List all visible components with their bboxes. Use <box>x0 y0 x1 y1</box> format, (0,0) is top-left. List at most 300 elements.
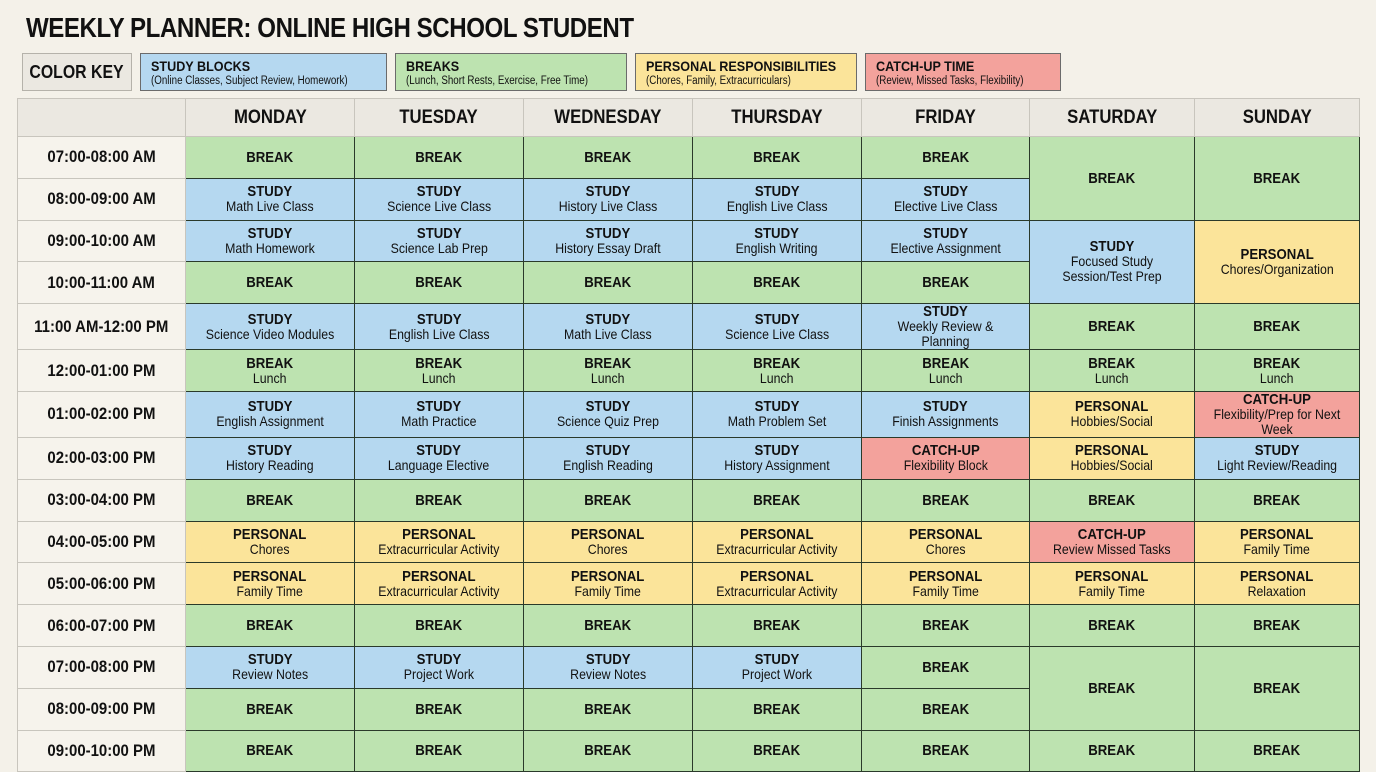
activity-type: BREAK <box>1088 354 1136 372</box>
time-label <box>18 646 186 688</box>
schedule-cell-sat[interactable] <box>1030 220 1195 304</box>
schedule-cell-wed[interactable] <box>524 479 693 521</box>
schedule-cell-mon[interactable] <box>186 563 355 605</box>
activity-type: BREAK <box>584 274 632 292</box>
schedule-cell-mon[interactable] <box>186 220 355 262</box>
schedule-cell-tue[interactable] <box>355 350 524 392</box>
activity-type: BREAK <box>1088 169 1136 187</box>
schedule-cell-fri[interactable] <box>862 730 1030 772</box>
schedule-cell-tue[interactable] <box>355 391 524 437</box>
schedule-cell-fri[interactable] <box>862 521 1030 563</box>
schedule-cell-thu[interactable] <box>693 350 862 392</box>
schedule-cell-sat[interactable] <box>1030 137 1195 221</box>
activity-description: Focused Study Session/Test Prep <box>1062 253 1162 285</box>
cell-content <box>247 702 294 717</box>
schedule-cell-sat[interactable] <box>1030 563 1195 605</box>
activity-type: BREAK <box>246 617 294 635</box>
schedule-cell-wed[interactable] <box>524 437 693 479</box>
schedule-cell-fri[interactable] <box>862 220 1030 262</box>
time-label <box>18 304 186 350</box>
schedule-cell-sat[interactable] <box>1030 391 1195 437</box>
schedule-cell-sat[interactable] <box>1030 646 1195 730</box>
activity-type: STUDY <box>247 310 293 328</box>
activity-type: STUDY <box>247 398 293 416</box>
time-slot-row <box>18 730 1360 772</box>
cell-content <box>727 184 828 214</box>
cell-content <box>557 399 659 429</box>
schedule-cell-thu[interactable] <box>693 220 862 262</box>
activity-type: PERSONAL <box>233 525 307 543</box>
day-label: TUESDAY <box>399 106 479 128</box>
activity-type: BREAK <box>1253 491 1301 509</box>
schedule-cell-fri[interactable] <box>862 688 1030 730</box>
activity-type: BREAK <box>1253 354 1301 372</box>
schedule-cell-fri[interactable] <box>862 178 1030 220</box>
activity-description: Review Notes <box>231 666 309 683</box>
cell-content <box>1089 681 1136 696</box>
schedule-cell-thu[interactable] <box>693 178 862 220</box>
activity-type: STUDY <box>754 224 800 242</box>
schedule-cell-fri[interactable] <box>862 646 1030 688</box>
activity-type: BREAK <box>415 148 463 166</box>
schedule-cell-sun[interactable] <box>1195 437 1360 479</box>
time-label <box>18 220 186 262</box>
schedule-cell-thu[interactable] <box>693 688 862 730</box>
activity-type: PERSONAL <box>908 567 983 585</box>
cell-content <box>225 226 315 256</box>
activity-description: Flexibility Block <box>903 457 988 474</box>
activity-type: STUDY <box>247 651 293 669</box>
time-label <box>18 479 186 521</box>
cell-content <box>909 569 982 599</box>
schedule-cell-tue[interactable] <box>355 262 524 304</box>
cell-content <box>585 618 632 633</box>
schedule-cell-mon[interactable] <box>186 437 355 479</box>
activity-type: BREAK <box>753 274 801 292</box>
activity-type: BREAK <box>922 354 969 372</box>
header-row <box>18 99 1360 137</box>
activity-type: BREAK <box>584 700 632 718</box>
cell-content <box>233 569 306 599</box>
activity-type: BREAK <box>584 491 632 509</box>
schedule-cell-wed[interactable] <box>524 563 693 605</box>
schedule-cell-tue[interactable] <box>355 521 524 563</box>
day-header-thursday <box>693 99 862 137</box>
schedule-cell-thu[interactable] <box>693 479 862 521</box>
activity-description: Science Live Class <box>386 198 492 215</box>
activity-description: Math Live Class <box>564 325 652 342</box>
time-label <box>18 391 186 437</box>
activity-description: Family Time <box>1078 582 1146 599</box>
time-label <box>18 563 186 605</box>
cell-content <box>1089 743 1136 758</box>
activity-type: BREAK <box>246 274 294 292</box>
activity-description: Science Live Class <box>724 325 830 342</box>
schedule-cell-sun[interactable] <box>1195 220 1360 304</box>
activity-type: STUDY <box>416 224 462 242</box>
time-label-text: 11:00 AM-12:00 PM <box>34 316 169 336</box>
time-label-text: 08:00-09:00 PM <box>47 699 156 719</box>
key-subtitle: (Chores, Family, Extracurriculars) <box>646 75 791 87</box>
schedule-cell-mon[interactable] <box>186 178 355 220</box>
schedule-cell-thu[interactable] <box>693 730 862 772</box>
activity-description: Hobbies/Social <box>1070 413 1154 430</box>
schedule-cell-sat[interactable] <box>1030 350 1195 392</box>
activity-type: BREAK <box>922 700 969 718</box>
cell-content <box>754 618 801 633</box>
key-subtitle: (Review, Missed Tasks, Flexibility) <box>876 75 1024 87</box>
activity-type: STUDY <box>923 398 968 416</box>
schedule-cell-mon[interactable] <box>186 350 355 392</box>
cell-content <box>1075 569 1148 599</box>
schedule-cell-tue[interactable] <box>355 178 524 220</box>
schedule-cell-fri[interactable] <box>862 391 1030 437</box>
activity-type: BREAK <box>1253 742 1301 760</box>
activity-description: Light Review/Reading <box>1217 457 1337 474</box>
activity-type: STUDY <box>754 442 800 460</box>
cell-content <box>909 527 982 557</box>
schedule-cell-mon[interactable] <box>186 137 355 179</box>
time-slot-row <box>18 350 1360 392</box>
cell-content <box>1254 743 1301 758</box>
cell-content <box>922 150 969 165</box>
cell-content <box>232 652 308 682</box>
activity-type: PERSONAL <box>1240 567 1314 585</box>
cell-content <box>892 399 998 429</box>
schedule-cell-thu[interactable] <box>693 563 862 605</box>
schedule-cell-sat[interactable] <box>1030 521 1195 563</box>
activity-type: BREAK <box>1253 318 1301 336</box>
activity-type: PERSONAL <box>233 567 307 585</box>
schedule-cell-wed[interactable] <box>524 391 693 437</box>
cell-content <box>922 660 969 675</box>
cell-content <box>754 702 801 717</box>
activity-description: Project Work <box>741 666 813 683</box>
activity-type: PERSONAL <box>1240 525 1314 543</box>
cell-content <box>389 312 490 342</box>
activity-description: Elective Assignment <box>890 239 1001 256</box>
activity-description: Family Time <box>1243 540 1311 557</box>
schedule-cell-fri[interactable] <box>862 350 1030 392</box>
activity-description: Elective Live Class <box>893 198 998 215</box>
time-label <box>18 350 186 392</box>
cell-content <box>555 226 660 256</box>
cell-content <box>725 312 829 342</box>
activity-type: BREAK <box>922 742 969 760</box>
cell-content <box>903 443 987 473</box>
activity-description: History Essay Draft <box>555 239 661 256</box>
activity-type: PERSONAL <box>1075 398 1149 416</box>
schedule-cell-thu[interactable] <box>693 391 862 437</box>
activity-type: BREAK <box>753 700 801 718</box>
activity-description: Project Work <box>403 666 475 683</box>
activity-type: BREAK <box>584 617 632 635</box>
activity-type: BREAK <box>922 617 969 635</box>
activity-type: BREAK <box>922 148 969 166</box>
activity-description: Math Problem Set <box>727 413 827 430</box>
cell-content <box>1089 319 1136 334</box>
schedule-cell-wed[interactable] <box>524 688 693 730</box>
schedule-cell-mon[interactable] <box>186 479 355 521</box>
schedule-cell-sun[interactable] <box>1195 479 1360 521</box>
schedule-cell-tue[interactable] <box>355 605 524 647</box>
activity-description: Family Time <box>912 582 979 599</box>
schedule-cell-sun[interactable] <box>1195 350 1360 392</box>
activity-type: PERSONAL <box>1075 567 1149 585</box>
activity-description: Finish Assignments <box>892 413 999 430</box>
schedule-cell-tue[interactable] <box>355 220 524 262</box>
schedule-cell-wed[interactable] <box>524 262 693 304</box>
cell-content <box>1089 493 1136 508</box>
schedule-cell-mon[interactable] <box>186 391 355 437</box>
time-label-text: 05:00-06:00 PM <box>47 573 156 593</box>
schedule-cell-mon[interactable] <box>186 304 355 350</box>
schedule-cell-tue[interactable] <box>355 730 524 772</box>
time-slot-row <box>18 220 1360 262</box>
cell-content <box>742 652 812 682</box>
day-header-monday <box>186 99 355 137</box>
cell-content <box>922 356 969 386</box>
cell-content <box>1089 356 1136 386</box>
schedule-cell-thu[interactable] <box>693 521 862 563</box>
schedule-cell-wed[interactable] <box>524 220 693 262</box>
schedule-cell-fri[interactable] <box>862 605 1030 647</box>
activity-type: BREAK <box>753 617 801 635</box>
activity-type: STUDY <box>416 310 462 328</box>
day-header-wednesday <box>524 99 693 137</box>
activity-type: CATCH-UP <box>1078 525 1146 543</box>
schedule-cell-sun[interactable] <box>1195 137 1360 221</box>
schedule-cell-wed[interactable] <box>524 521 693 563</box>
activity-type: BREAK <box>922 491 969 509</box>
cell-content <box>1053 527 1171 557</box>
activity-description: Relaxation <box>1247 582 1307 599</box>
schedule-cell-wed[interactable] <box>524 646 693 688</box>
schedule-cell-fri[interactable] <box>862 437 1030 479</box>
cell-content <box>754 150 801 165</box>
schedule-cell-mon[interactable] <box>186 262 355 304</box>
cell-content <box>922 743 969 758</box>
schedule-cell-tue[interactable] <box>355 688 524 730</box>
activity-type: STUDY <box>585 398 631 416</box>
activity-type: STUDY <box>923 303 968 321</box>
time-slot-row <box>18 479 1360 521</box>
schedule-cell-wed[interactable] <box>524 605 693 647</box>
activity-description: Extracurricular Activity <box>716 540 838 557</box>
activity-type: BREAK <box>246 700 294 718</box>
key-title: PERSONAL RESPONSIBILITIES <box>646 58 837 74</box>
cell-content <box>416 743 463 758</box>
activity-description: Review Notes <box>569 666 647 683</box>
schedule-cell-mon[interactable] <box>186 605 355 647</box>
activity-type: BREAK <box>1088 617 1136 635</box>
day-header-sunday <box>1195 99 1360 137</box>
schedule-body <box>18 137 1360 772</box>
activity-description: English Live Class <box>388 325 490 342</box>
activity-description: Family Time <box>236 582 304 599</box>
activity-type: PERSONAL <box>402 525 476 543</box>
activity-description: Lunch <box>928 369 963 386</box>
activity-description: Chores/Organization <box>1220 260 1334 277</box>
activity-type: BREAK <box>415 700 463 718</box>
cell-content <box>736 226 818 256</box>
key-breaks <box>395 53 627 91</box>
activity-type: BREAK <box>584 148 632 166</box>
activity-type: BREAK <box>922 658 969 676</box>
key-title: CATCH-UP TIME <box>876 58 975 74</box>
cell-content <box>401 399 476 429</box>
activity-type: STUDY <box>247 442 293 460</box>
activity-type: BREAK <box>246 742 294 760</box>
schedule-cell-thu[interactable] <box>693 304 862 350</box>
schedule-cell-thu[interactable] <box>693 646 862 688</box>
activity-type: PERSONAL <box>1240 245 1314 263</box>
cell-content <box>585 275 632 290</box>
activity-description: Review Missed Tasks <box>1053 540 1171 557</box>
activity-type: STUDY <box>585 224 631 242</box>
cell-content <box>226 443 314 473</box>
schedule-cell-sun[interactable] <box>1195 304 1360 350</box>
cell-content <box>585 743 632 758</box>
schedule-cell-mon[interactable] <box>186 688 355 730</box>
schedule-cell-sat[interactable] <box>1030 730 1195 772</box>
activity-description: Flexibility/Prep for Next Week <box>1213 405 1341 437</box>
activity-description: English Writing <box>736 239 818 256</box>
activity-type: BREAK <box>1088 318 1136 336</box>
cell-content <box>585 702 632 717</box>
schedule-cell-thu[interactable] <box>693 605 862 647</box>
schedule-cell-wed[interactable] <box>524 178 693 220</box>
schedule-cell-fri[interactable] <box>862 304 1030 350</box>
schedule-cell-mon[interactable] <box>186 646 355 688</box>
activity-description: Lunch <box>591 369 625 386</box>
schedule-cell-tue[interactable] <box>355 137 524 179</box>
activity-type: BREAK <box>415 617 463 635</box>
activity-type: PERSONAL <box>571 525 645 543</box>
activity-type: CATCH-UP <box>1243 391 1311 408</box>
activity-description: Extracurricular Activity <box>378 540 500 557</box>
cell-content <box>247 356 294 386</box>
activity-description: History Reading <box>226 457 314 474</box>
cell-content <box>1071 443 1153 473</box>
schedule-cell-sat[interactable] <box>1030 304 1195 350</box>
schedule-cell-fri[interactable] <box>862 479 1030 521</box>
cell-content <box>1089 171 1136 186</box>
schedule-cell-mon[interactable] <box>186 521 355 563</box>
schedule-cell-fri[interactable] <box>862 563 1030 605</box>
day-label: THURSDAY <box>731 106 823 128</box>
schedule-cell-sun[interactable] <box>1195 391 1360 437</box>
activity-type: STUDY <box>585 183 631 201</box>
day-label: SUNDAY <box>1242 106 1312 128</box>
activity-description: Lunch <box>253 369 287 386</box>
cell-content <box>1254 319 1301 334</box>
time-slot-row <box>18 563 1360 605</box>
cell-content <box>724 443 829 473</box>
activity-type: BREAK <box>1088 491 1136 509</box>
schedule-cell-sun[interactable] <box>1195 730 1360 772</box>
schedule-cell-sun[interactable] <box>1195 646 1360 730</box>
schedule-cell-sat[interactable] <box>1030 605 1195 647</box>
time-label <box>18 137 186 179</box>
schedule-cell-tue[interactable] <box>355 563 524 605</box>
cell-content <box>416 493 463 508</box>
schedule-cell-sun[interactable] <box>1195 563 1360 605</box>
cell-content <box>890 226 1000 256</box>
activity-description: Math Homework <box>225 239 315 256</box>
cell-content <box>233 527 306 557</box>
schedule-cell-thu[interactable] <box>693 262 862 304</box>
schedule-cell-thu[interactable] <box>693 437 862 479</box>
time-label-text: 08:00-09:00 AM <box>47 189 156 209</box>
activity-type: BREAK <box>1253 169 1301 187</box>
cell-content <box>416 618 463 633</box>
activity-type: BREAK <box>415 742 463 760</box>
time-label <box>18 262 186 304</box>
schedule-cell-thu[interactable] <box>693 137 862 179</box>
cell-content <box>416 150 463 165</box>
key-personal-responsibilities <box>635 53 857 91</box>
activity-type: STUDY <box>1089 238 1135 256</box>
cell-content <box>922 618 969 633</box>
day-label: SATURDAY <box>1066 106 1158 128</box>
time-label <box>18 437 186 479</box>
activity-description: Science Quiz Prep <box>556 413 660 430</box>
schedule-cell-wed[interactable] <box>524 304 693 350</box>
activity-description: Weekly Review & Planning <box>897 318 994 350</box>
cell-content <box>387 184 491 214</box>
activity-description: Science Lab Prep <box>390 239 488 256</box>
activity-description: Chores <box>588 540 628 557</box>
day-label: FRIDAY <box>915 106 976 128</box>
schedule-cell-tue[interactable] <box>355 646 524 688</box>
activity-type: PERSONAL <box>740 567 814 585</box>
schedule-cell-sun[interactable] <box>1195 521 1360 563</box>
schedule-cell-tue[interactable] <box>355 304 524 350</box>
time-slot-row <box>18 437 1360 479</box>
schedule-cell-fri[interactable] <box>862 137 1030 179</box>
schedule-cell-wed[interactable] <box>524 730 693 772</box>
cell-content <box>571 527 644 557</box>
activity-description: Lunch <box>1095 369 1129 386</box>
schedule-cell-tue[interactable] <box>355 479 524 521</box>
schedule-cell-tue[interactable] <box>355 437 524 479</box>
activity-description: Chores <box>250 540 290 557</box>
schedule-cell-wed[interactable] <box>524 137 693 179</box>
activity-description: Math Practice <box>401 413 477 430</box>
weekly-schedule-table <box>17 98 1360 772</box>
schedule-cell-wed[interactable] <box>524 350 693 392</box>
cell-content <box>894 184 997 214</box>
schedule-cell-sat[interactable] <box>1030 479 1195 521</box>
schedule-cell-sat[interactable] <box>1030 437 1195 479</box>
activity-type: BREAK <box>415 274 463 292</box>
time-label <box>18 688 186 730</box>
cell-content <box>416 356 463 386</box>
activity-description: History Live Class <box>558 198 658 215</box>
schedule-cell-mon[interactable] <box>186 730 355 772</box>
cell-content <box>206 312 335 342</box>
day-label: MONDAY <box>233 106 307 128</box>
time-label-text: 01:00-02:00 PM <box>47 404 156 424</box>
schedule-cell-sun[interactable] <box>1195 605 1360 647</box>
day-label: WEDNESDAY <box>554 106 662 128</box>
time-label-text: 03:00-04:00 PM <box>47 490 156 510</box>
activity-type: CATCH-UP <box>911 442 980 460</box>
schedule-cell-fri[interactable] <box>862 262 1030 304</box>
time-label <box>18 178 186 220</box>
cell-content <box>716 527 837 557</box>
